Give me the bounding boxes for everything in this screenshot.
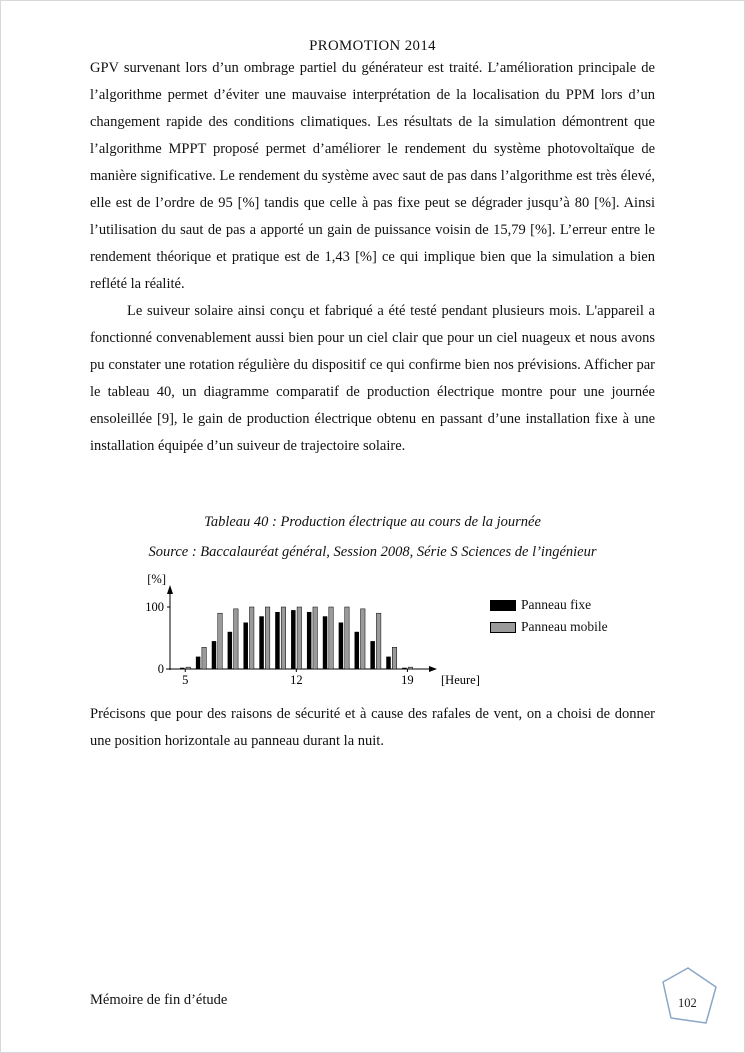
svg-text:12: 12 xyxy=(290,673,303,687)
page-header: PROMOTION 2014 xyxy=(309,38,436,54)
svg-text:19: 19 xyxy=(401,673,414,687)
legend-item-panneau-fixe xyxy=(490,597,608,613)
svg-text:[Heure]: [Heure] xyxy=(441,673,480,687)
figure-caption: Tableau 40 : Production électrique au cours de la journée xyxy=(204,514,541,530)
svg-text:0: 0 xyxy=(157,662,164,676)
footer-document-title: Mémoire de fin d’étude xyxy=(90,992,228,1008)
svg-text:[%]: [%] xyxy=(147,572,166,586)
legend-label-panneau-mobile: Panneau mobile xyxy=(521,619,608,634)
legend-swatch-panneau-fixe xyxy=(490,600,516,611)
page-number: 102 xyxy=(678,996,697,1010)
paragraph-algorithm-results: GPV survenant lors d’un ombrage partiel du générateur est traité. L’amélioration principale de l’algorithme permet d’éviter une mauvaise interprétation de la localisation du PPM lors d’un changement rapide des conditions climatiques. Les résultats de la simulation démontrent que l’algorithme MPPT proposé permet d’améliorer le rendement du système photovoltaïque de manière significative. Le rendement du système avec saut de pas dans l’algorithme est très élevé, elle est de l’ordre de 95 [%] tandis que celle à pas fixe peut se dégrader jusqu’à 80 [%]. Ainsi l’utilisation du saut de pas a apporté un gain de puissance voisin de 15,79 [%]. L’erreur entre le rendement théorique et pratique est de 1,43 [%] ce qui implique bien que la simulation a bien reflété la réalité. xyxy=(90,60,655,292)
page-number-badge xyxy=(658,966,724,1028)
legend-item-panneau-mobile xyxy=(490,619,608,635)
production-chart-block xyxy=(140,573,655,701)
legend-swatch-panneau-mobile xyxy=(490,622,516,633)
paragraph-night-position: Précisons que pour des raisons de sécurité et à cause des rafales de vent, on a choisi de donner une position horizontale au panneau durant la nuit. xyxy=(90,706,655,749)
production-chart xyxy=(140,573,480,701)
svg-text:100: 100 xyxy=(145,600,164,614)
paragraph-solar-tracker: Le suiveur solaire ainsi conçu et fabriqué a été testé pendant plusieurs mois. L'appareil a fonctionné convenablement aussi bien pour un ciel clair que pour un ciel nuageux et nous avons pu constater une rotation régulière du dispositif ce qui confirme bien nos prévisions. Afficher par le tableau 40, un diagramme comparatif de production électrique montre pour une journée ensoleillée [9], le gain de production électrique obtenu en passant d’une installation fixe à une installation équipée d’un suiveur de trajectoire solaire. xyxy=(90,303,655,454)
legend-label-panneau-fixe: Panneau fixe xyxy=(521,597,592,612)
chart-legend xyxy=(490,597,608,641)
svg-text:5: 5 xyxy=(182,673,189,687)
figure-source: Source : Baccalauréat général, Session 2008, Série S Sciences de l’ingénieur xyxy=(148,544,597,560)
